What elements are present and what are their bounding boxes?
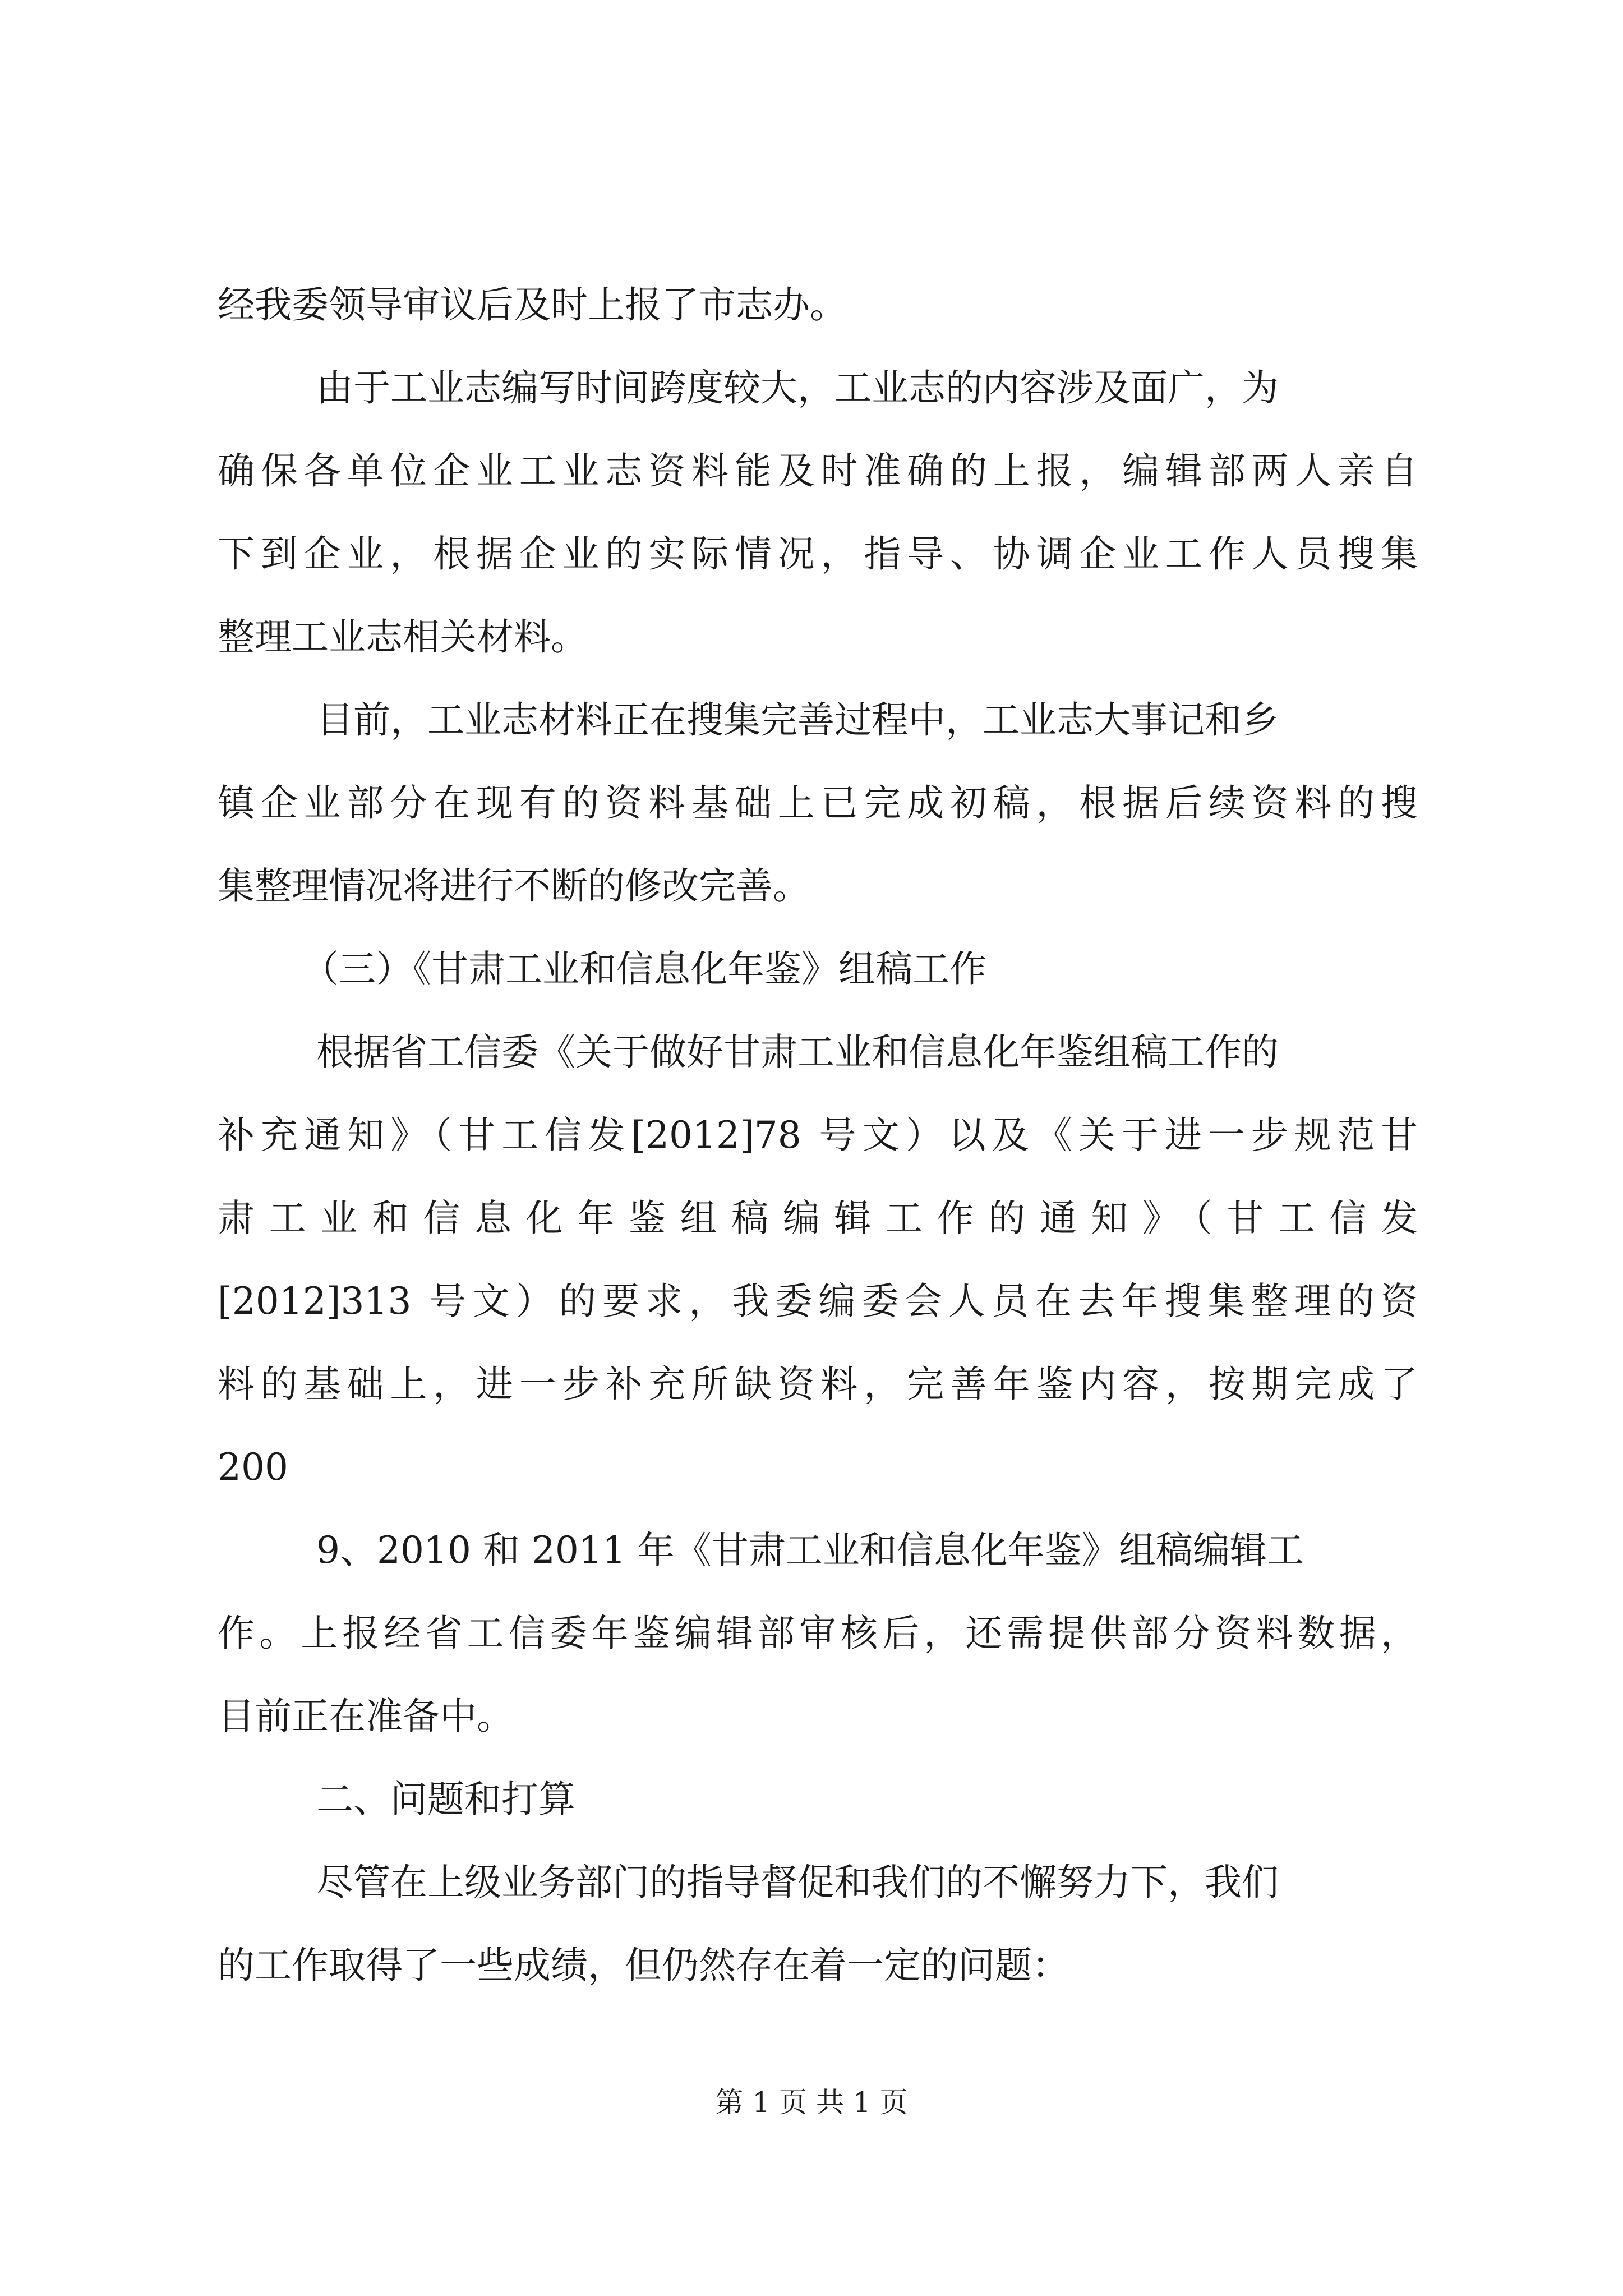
paragraph-line: 9、2010 和 2011 年《甘肃工业和信息化年鉴》组稿编辑工 [316, 1529, 1304, 1572]
paragraph-line: 下到企业，根据企业的实际情况，指导、协调企业工作人员搜集 [218, 532, 1418, 576]
paragraph-line: [2012]313 号文）的要求，我委编委会人员在去年搜集整理的资 [218, 1280, 1418, 1323]
page-footer: 第 1 页 共 1 页 [715, 2086, 908, 2119]
paragraph-line: 尽管在上级业务部门的指导督促和我们的不懈努力下，我们 [316, 1861, 1279, 1904]
paragraph-line: 料的基础上，进一步补充所缺资料，完善年鉴内容，按期完成了 [218, 1363, 1418, 1406]
paragraph-line: 集整理情况将进行不断的修改完善。 [218, 864, 810, 908]
paragraph-line: 目前正在准备中。 [218, 1695, 514, 1738]
paragraph-line: 补充通知》（甘工信发[2012]78 号文）以及《关于进一步规范甘 [218, 1114, 1418, 1157]
section-heading: 二、问题和打算 [316, 1778, 575, 1821]
section-heading: （三）《甘肃工业和信息化年鉴》组稿工作 [302, 947, 986, 991]
document-body [218, 264, 1418, 2007]
paragraph-line: 整理工业志相关材料。 [218, 615, 588, 659]
paragraph-line: 确保各单位企业工业志资料能及时准确的上报，编辑部两人亲自 [218, 449, 1418, 493]
paragraph-line: 200 [218, 1446, 288, 1489]
paragraph-line: 由于工业志编写时间跨度较大，工业志的内容涉及面广，为 [316, 366, 1279, 409]
paragraph-line: 作。上报经省工信委年鉴编辑部审核后，还需提供部分资料数据， [218, 1612, 1418, 1655]
paragraph-line: 经我委领导审议后及时上报了市志办。 [218, 283, 847, 326]
paragraph-line: 目前，工业志材料正在搜集完善过程中，工业志大事记和乡 [316, 698, 1279, 742]
paragraph-line: 根据省工信委《关于做好甘肃工业和信息化年鉴组稿工作的 [316, 1030, 1279, 1074]
paragraph-line: 镇企业部分在现有的资料基础上已完成初稿，根据后续资料的搜 [218, 781, 1418, 825]
paragraph-line: 的工作取得了一些成绩，但仍然存在着一定的问题： [218, 1944, 1069, 1987]
paragraph-line: 肃工业和信息化年鉴组稿编辑工作的通知》（甘工信发 [218, 1197, 1418, 1240]
